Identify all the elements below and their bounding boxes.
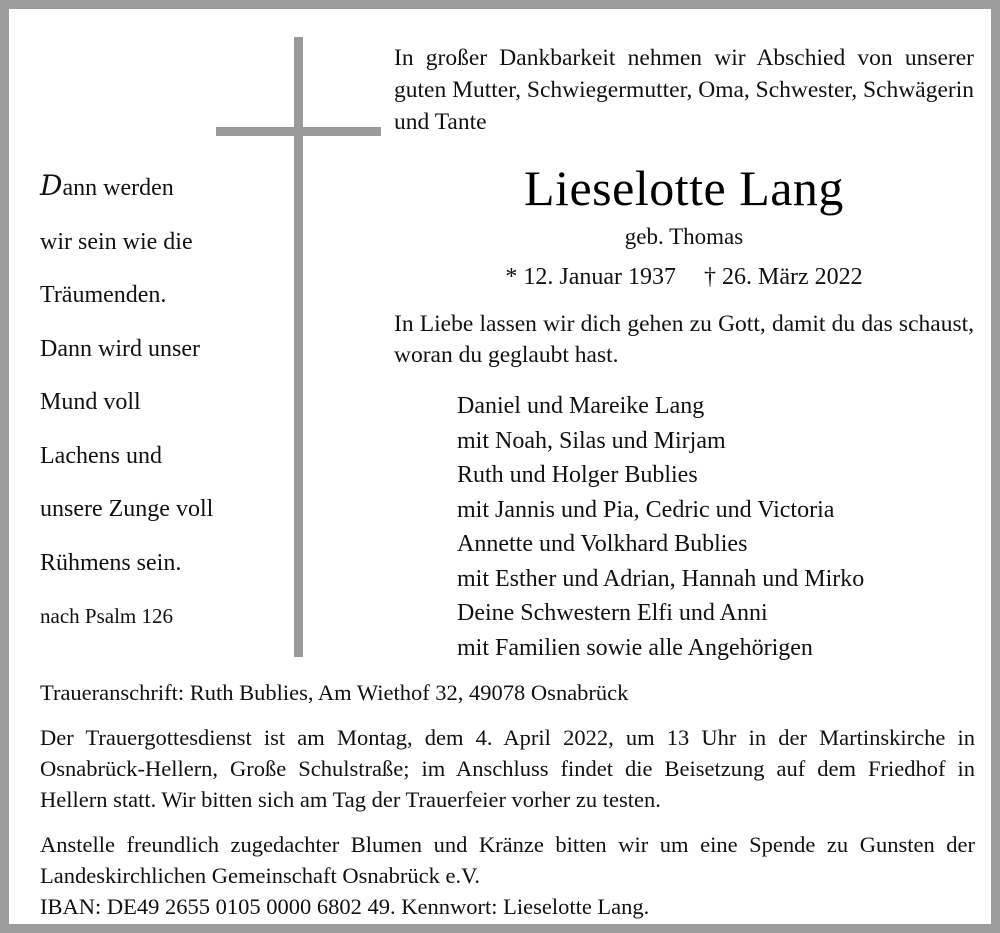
maiden-name: geb. Thomas — [624, 224, 744, 249]
footer-block — [40, 677, 975, 922]
poem-line-2: wir sein wie die — [40, 228, 193, 255]
poem-line-6: Lachens und — [40, 442, 162, 469]
family-line: mit Familien sowie alle Angehörigen — [457, 634, 813, 661]
main-column — [394, 42, 974, 665]
family-line: mit Jannis und Pia, Cedric und Victoria — [457, 496, 835, 523]
poem-line-7: unsere Zunge voll — [40, 496, 214, 522]
poem-line-8: Rühmens sein. — [40, 549, 182, 576]
deceased-name: Lieselotte Lang — [524, 160, 844, 216]
family-line: Deine Schwestern Elfi und Anni — [457, 600, 768, 626]
family-line: Daniel und Mareike Lang — [457, 393, 705, 419]
footer-spacer — [40, 708, 975, 722]
life-dates — [394, 262, 974, 292]
poem-block — [40, 159, 290, 643]
death-date: † 26. März 2022 — [704, 264, 863, 290]
cross-horizontal-bar — [216, 127, 381, 136]
poem-line-1-rest: ann werden — [62, 175, 174, 201]
footer-spacer — [40, 815, 975, 829]
obituary-inner — [9, 9, 991, 924]
family-line: mit Esther und Adrian, Hannah und Mirko — [457, 565, 865, 592]
family-line: Ruth und Holger Bublies — [457, 462, 698, 488]
poem-dropcap: D — [40, 169, 63, 202]
birth-date: * 12. Januar 1937 — [505, 264, 676, 290]
intro-text: In großer Dankbarkeit nehmen wir Abschied von unserer guten Mutter, Schwiegermutter, Oma, Schwester, Schwägerin und Tante — [394, 45, 974, 135]
poem-line-3: Träumenden. — [40, 282, 167, 308]
iban-line: IBAN: DE49 2655 0105 0000 6802 49. Kennwort: Lieselotte Lang. — [40, 894, 650, 919]
family-block — [457, 389, 974, 665]
poem-source: nach Psalm 126 — [40, 604, 173, 628]
mourning-address: Traueranschrift: Ruth Bublies, Am Wiethof 32, 49078 Osnabrück — [40, 680, 629, 705]
verse-text: In Liebe lassen wir dich gehen zu Gott, damit du das schaust, woran du geglaubt hast. — [394, 311, 974, 368]
service-info: Der Trauergottesdienst ist am Montag, dem 4. April 2022, um 13 Uhr in der Martinskirche in Osnabrück-Hellern, Große Schulstraße; im Anschluss findet die Beisetzung auf dem Friedhof in Hellern statt. Wir bitten sich am Tag der Trauerfeier vorher zu testen. — [40, 725, 975, 812]
family-line: mit Noah, Silas und Mirjam — [457, 427, 726, 454]
poem-line-5: Mund voll — [40, 389, 141, 415]
poem-line-1 — [40, 159, 290, 216]
poem-line-4: Dann wird unser — [40, 335, 200, 362]
family-line: Annette und Volkhard Bublies — [457, 531, 748, 557]
donation-info: Anstelle freundlich zugedachter Blumen und Kränze bitten wir um eine Spende zu Gunsten der Landeskirchlichen Gemeinschaft Osnabrück e.V. — [40, 832, 975, 888]
